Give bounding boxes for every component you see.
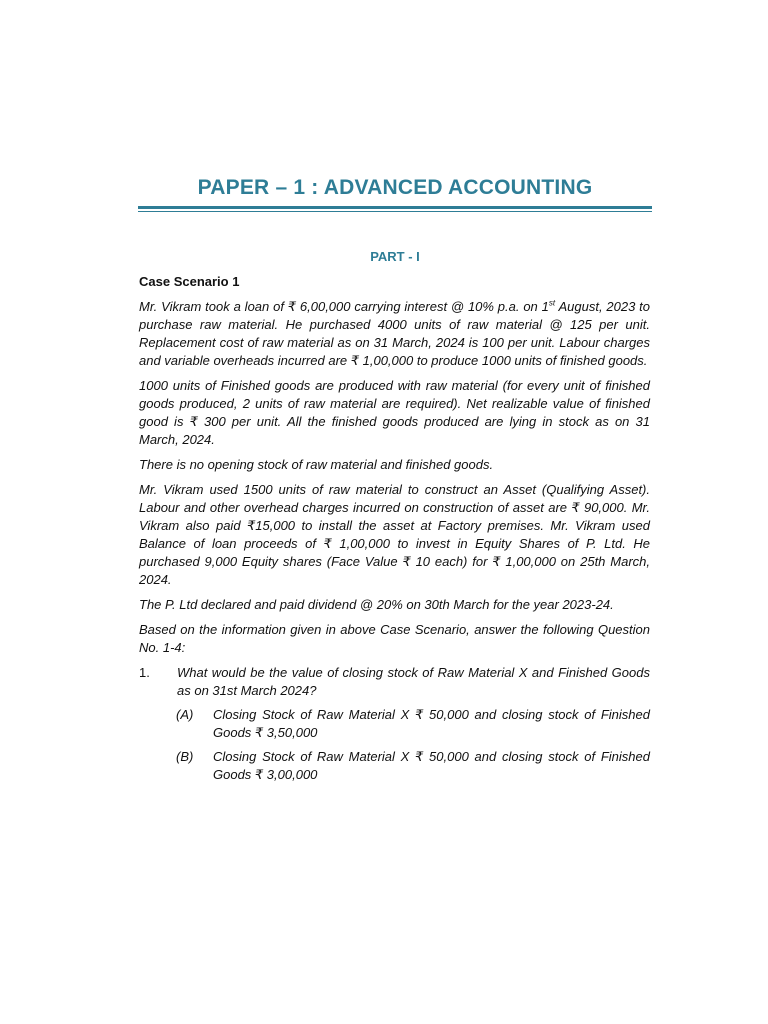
part-heading: PART - I [370, 249, 420, 264]
option-a [176, 706, 650, 742]
option-text: Closing Stock of Raw Material X ₹ 50,000 and closing stock of Finished Goods ₹ 3,00,000 [213, 749, 650, 782]
case-paragraph-3: There is no opening stock of raw material and finished goods. [139, 457, 494, 472]
paper-title: PAPER – 1 : ADVANCED ACCOUNTING [197, 176, 593, 199]
option-label: (B) [176, 749, 194, 764]
title-rule-thin [138, 211, 652, 212]
case-paragraph-4: Mr. Vikram used 1500 units of raw material to construct an Asset (Qualifying Asset). Labour and other overhead charges incurred on construction of asset are ₹ 90,000. Mr. Vikram also paid ₹15,000 to install the asset at Factory premises. Mr. Vikram used Balance of loan proceeds of ₹ 1,00,000 to invest in Equity Shares of P. Ltd. He purchased 9,000 Equity shares (Face Value ₹ 10 each) for ₹ 1,00,000 on 25th March, 2024. [139, 482, 650, 587]
question-text: What would be the value of closing stock of Raw Material X and Finished Goods as on 31st March 2024? [177, 665, 650, 698]
ordinal-superscript: st [548, 298, 556, 308]
question-number: 1. [139, 665, 150, 680]
title-rule-thick [138, 206, 652, 209]
case-content [139, 273, 650, 790]
case-paragraph-1 [139, 298, 650, 370]
option-label: (A) [176, 707, 194, 722]
case-paragraph-1-start: Mr. Vikram took a loan of ₹ 6,00,000 carrying interest @ 10% p.a. on 1 [139, 299, 549, 314]
case-paragraph-6: Based on the information given in above Case Scenario, answer the following Question No. 1-4: [139, 622, 650, 655]
case-paragraph-5: The P. Ltd declared and paid dividend @ 20% on 30th March for the year 2023-24. [139, 597, 614, 612]
case-scenario-heading: Case Scenario 1 [139, 274, 240, 289]
question-1 [139, 664, 650, 700]
option-b [176, 748, 650, 784]
case-paragraph-2: 1000 units of Finished goods are produced with raw material (for every unit of finished goods produced, 2 units of raw material are required). Net realizable value of finished good is ₹ 300 per unit. All the finished goods produced are lying in stock as on 31 March, 2024. [139, 378, 650, 447]
option-text: Closing Stock of Raw Material X ₹ 50,000 and closing stock of Finished Goods ₹ 3,50,000 [213, 707, 650, 740]
case-paragraph-1-end: August, 2023 to purchase raw material. He purchased 4000 units of raw material @ 125 per unit. Replacement cost of raw material as on 31 March, 2024 is 100 per unit. Labour charges and variable overheads incurred are ₹ 1,00,000 to produce 1000 units of finished goods. [139, 299, 651, 368]
